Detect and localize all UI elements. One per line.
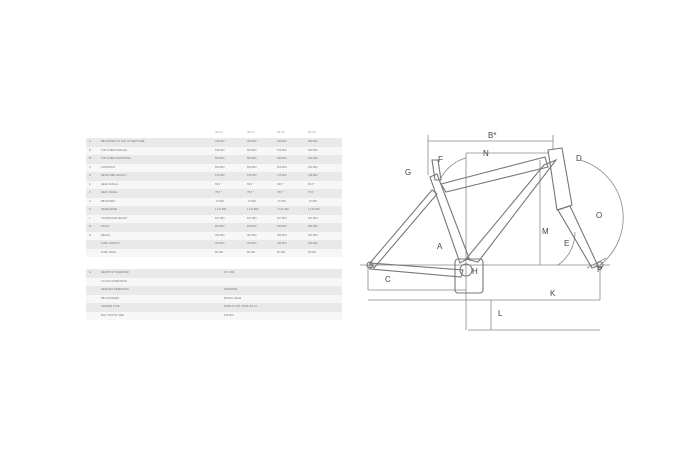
row-name: HEAD ANGLE — [101, 182, 118, 186]
row-value: -70 MM — [308, 199, 317, 203]
row-code: K — [89, 208, 91, 211]
row-value: 640 MM — [277, 225, 287, 228]
row-code: G — [89, 271, 92, 274]
row-value: 560 MM — [308, 140, 318, 143]
label-b-star: B* — [488, 131, 497, 140]
row-value: 69,5 ° — [277, 182, 284, 186]
row-value: 480 MM — [247, 140, 257, 143]
row-code: C — [89, 165, 91, 169]
size-header: 56 cm — [308, 130, 317, 134]
row-name: TOP TUBE HORIZONTAL — [101, 157, 132, 160]
row-value: 550 MM — [215, 157, 225, 160]
row-name: REACH — [101, 233, 111, 237]
row-name: WHEELBASE — [101, 208, 118, 211]
row-value: 135 MM — [215, 174, 225, 177]
dimension-lines — [360, 135, 623, 330]
row-value: 407 MM — [308, 233, 318, 237]
row-value: 50 MM — [308, 250, 316, 254]
down-tube — [466, 160, 556, 262]
row-name: SEAT ANGLE — [101, 191, 117, 194]
label-e: E — [564, 239, 570, 248]
spec-value: 160 MM — [224, 313, 234, 317]
row-value: -70 MM — [277, 199, 286, 203]
row-code: N — [89, 233, 91, 237]
row-name: HANGER TYPE — [101, 305, 120, 308]
row-value: 75,5 ° — [277, 191, 284, 194]
row-value: -70 MM — [247, 199, 256, 203]
label-d: D — [576, 154, 582, 163]
row-name: FORK LENGTH — [101, 242, 120, 245]
row-value: 453 MM — [308, 242, 318, 245]
row-value: 453 MM — [277, 242, 287, 245]
label-h: H — [472, 267, 478, 276]
row-value: 440 MM — [215, 140, 225, 143]
spec-value: ZS56/ZS56 — [224, 288, 238, 291]
row-name: STANDOVER HEIGHT — [101, 216, 128, 220]
row-name: STACK — [101, 225, 110, 228]
size-header: 52 cm — [277, 130, 286, 134]
spec-value: DOM+KX 100 | DOM+KX 12 — [224, 305, 257, 308]
row-value: 69,5 ° — [308, 182, 315, 186]
row-value: 602 MM — [215, 225, 225, 228]
row-value: 75,5 ° — [247, 191, 254, 194]
row-value: 50 MM — [277, 250, 285, 254]
row-value: 570 MM — [277, 148, 287, 152]
row-code: H — [89, 199, 91, 203]
row-code: L — [89, 216, 91, 220]
label-n: N — [483, 149, 489, 158]
row-name: CHAINSTAY — [101, 165, 116, 169]
label-k: K — [550, 289, 556, 298]
frame-outline — [367, 148, 603, 293]
row-value: 50 MM — [247, 250, 255, 254]
row-value: 627 MM — [247, 216, 257, 220]
row-name: TOP TUBE PARALLEL — [101, 148, 128, 152]
fork — [558, 206, 598, 268]
row-name: BB OFFSET — [101, 199, 116, 203]
row-value: 75,5 ° — [308, 191, 315, 194]
row-value: 620 MM — [247, 225, 257, 228]
row-value: 550 MM — [247, 148, 257, 152]
row-name: HEADTUBE LENGTH — [101, 174, 127, 177]
e-angle-arc — [558, 232, 575, 265]
row-value: 69,5 ° — [215, 182, 222, 186]
row-value: 520 MM — [277, 165, 287, 169]
f-angle-arc — [441, 158, 466, 178]
size-header: 48 cm — [247, 130, 256, 134]
spec-value: BOSCH GEN2 — [224, 296, 242, 300]
row-value: 530 MM — [215, 148, 225, 152]
row-code: B* — [89, 157, 92, 160]
row-value: 175 MM — [277, 174, 287, 177]
row-code: B — [89, 148, 91, 152]
motor-housing — [455, 259, 483, 293]
label-p: P — [597, 265, 603, 274]
row-code: D — [89, 174, 91, 177]
row-value: 155 MM — [247, 174, 257, 177]
row-name: MAX. ROTOR SIZE — [101, 313, 124, 317]
row-value: 75,5 ° — [215, 191, 222, 194]
row-code: M — [89, 225, 92, 228]
row-value: 1 111 MM — [215, 208, 227, 211]
label-a: A — [437, 242, 443, 251]
row-value: 393 MM — [215, 233, 225, 237]
row-value: 520 MM — [247, 165, 257, 169]
row-code: E — [89, 182, 91, 186]
row-value: 590 MM — [277, 157, 287, 160]
row-name: SEATPOST DIAMETER — [101, 271, 129, 274]
row-value: 627 MM — [215, 216, 225, 220]
row-value: 69,5 ° — [247, 182, 254, 186]
row-value: 520 MM — [308, 165, 318, 169]
size-header: 44 cm — [215, 130, 224, 134]
row-value: 627 MM — [277, 216, 287, 220]
label-c: C — [385, 275, 391, 284]
row-value: 195 MM — [308, 174, 318, 177]
row-value: 580 MM — [247, 157, 257, 160]
label-l: L — [498, 309, 503, 318]
row-value: 1 121 MM — [277, 208, 289, 211]
row-value: 627 MM — [308, 216, 318, 220]
row-name: BB CENTER TO TOP OF SEATTUBE — [101, 140, 145, 143]
row-value: 1 132 MM — [308, 208, 320, 211]
label-f: F — [438, 155, 443, 164]
row-value: -70 MM — [215, 199, 224, 203]
row-value: 403 MM — [277, 233, 287, 237]
row-value: 397 MM — [247, 233, 257, 237]
label-o: O — [596, 211, 603, 220]
row-value: 659 MM — [308, 225, 318, 228]
label-m: M — [542, 227, 549, 236]
row-code: F — [89, 191, 91, 194]
seatstay — [370, 190, 437, 268]
spec-value: 27,2 MM — [224, 271, 235, 274]
row-name: HEADSET DIMENSION — [101, 288, 129, 291]
row-value: 590 MM — [308, 148, 318, 152]
row-value: 50 MM — [215, 250, 223, 254]
row-value: 453 MM — [247, 242, 257, 245]
row-value: 453 MM — [215, 242, 225, 245]
row-value: 1 116 MM — [247, 208, 259, 211]
row-name: CLUTCH DIMENSION — [101, 279, 127, 283]
label-g: G — [405, 168, 412, 177]
row-name: FORK RAKE — [101, 250, 116, 254]
row-value: 610 MM — [308, 157, 318, 160]
row-code: A — [89, 140, 91, 143]
row-value: 520 MM — [215, 165, 225, 169]
head-tube — [548, 148, 572, 210]
row-name: BB STANDARD — [101, 296, 120, 300]
row-value: 520 MM — [277, 140, 287, 143]
top-tube — [441, 157, 548, 192]
